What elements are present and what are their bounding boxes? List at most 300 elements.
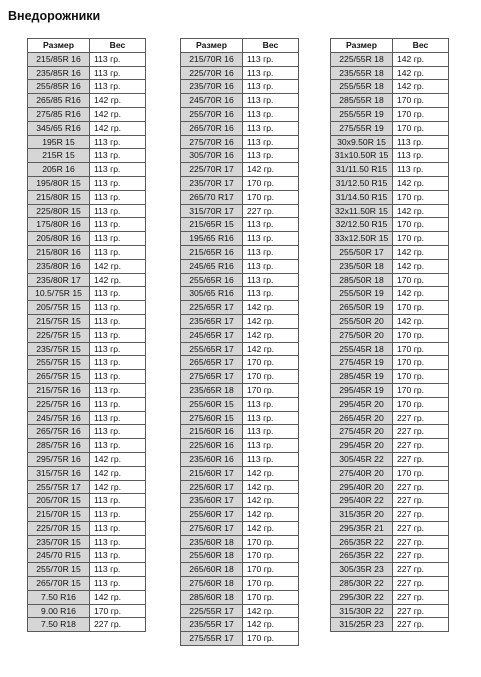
table-row [181, 245, 299, 259]
weight-cell: 113 гр. [90, 439, 146, 453]
tire-size-cell: 235/65R 18 [181, 383, 243, 397]
tire-size-cell: 205/70R 15 [28, 494, 90, 508]
table-row [331, 259, 449, 273]
weight-cell: 170 гр. [393, 218, 449, 232]
tire-size-cell: 255/75R 17 [28, 480, 90, 494]
tire-size-cell: 315/75R 16 [28, 466, 90, 480]
tire-size-cell: 265/50R 19 [331, 301, 393, 315]
tire-size-cell: 285/75R 16 [28, 439, 90, 453]
weight-cell: 113 гр. [90, 163, 146, 177]
tire-size-cell: 31/14.50 R15 [331, 190, 393, 204]
weight-cell: 170 гр. [393, 107, 449, 121]
weight-cell: 170 гр. [393, 94, 449, 108]
weight-cell: 142 гр. [243, 494, 299, 508]
weight-cell: 113 гр. [90, 411, 146, 425]
tire-size-cell: 225/75R 16 [28, 397, 90, 411]
weight-cell: 142 гр. [90, 273, 146, 287]
weight-cell: 113 гр. [243, 149, 299, 163]
weight-cell: 170 гр. [243, 370, 299, 384]
weight-cell: 113 гр. [243, 218, 299, 232]
tire-size-cell: 275/40R 20 [331, 466, 393, 480]
tire-size-cell: 265/70 R17 [181, 190, 243, 204]
weight-cell: 113 гр. [90, 301, 146, 315]
tire-table-3 [330, 38, 449, 632]
weight-cell: 170 гр. [393, 301, 449, 315]
weight-cell: 142 гр. [90, 107, 146, 121]
weight-cell: 142 гр. [90, 466, 146, 480]
table-row [28, 328, 146, 342]
weight-cell: 113 гр. [90, 80, 146, 94]
weight-cell: 227 гр. [393, 590, 449, 604]
tire-size-cell: 265/35R 22 [331, 535, 393, 549]
weight-cell: 142 гр. [243, 342, 299, 356]
tire-size-cell: 215/65R 15 [181, 218, 243, 232]
tire-size-cell: 255/60R 15 [181, 397, 243, 411]
weight-cell: 142 гр. [243, 521, 299, 535]
table-row [331, 521, 449, 535]
weight-cell: 170 гр. [393, 356, 449, 370]
tire-size-cell: 295/45R 20 [331, 439, 393, 453]
weight-cell: 113 гр. [90, 287, 146, 301]
weight-cell: 227 гр. [393, 480, 449, 494]
table-row [331, 204, 449, 218]
tire-size-cell: 255/70R 15 [28, 563, 90, 577]
weight-cell: 227 гр. [393, 549, 449, 563]
table-row [331, 232, 449, 246]
tire-size-cell: 235/70R 16 [181, 80, 243, 94]
tire-size-cell: 295/35R 21 [331, 521, 393, 535]
table-row [28, 521, 146, 535]
tire-size-cell: 305/65 R16 [181, 287, 243, 301]
table-row [181, 80, 299, 94]
weight-cell: 142 гр. [393, 287, 449, 301]
weight-cell: 113 гр. [90, 383, 146, 397]
weight-cell: 113 гр. [90, 176, 146, 190]
table-row [28, 218, 146, 232]
tire-size-cell: 265/75R 16 [28, 425, 90, 439]
table-row [28, 397, 146, 411]
table-row [181, 176, 299, 190]
weight-cell: 170 гр. [243, 190, 299, 204]
tire-size-cell: 255/65R 16 [181, 273, 243, 287]
table-row [28, 176, 146, 190]
tire-size-cell: 235/50R 18 [331, 259, 393, 273]
weight-cell: 142 гр. [243, 508, 299, 522]
tire-size-cell: 315/25R 23 [331, 618, 393, 632]
weight-cell: 113 гр. [243, 287, 299, 301]
table-row [28, 342, 146, 356]
tire-size-cell: 255/70R 16 [181, 107, 243, 121]
weight-cell: 113 гр. [90, 190, 146, 204]
weight-cell: 227 гр. [393, 604, 449, 618]
weight-cell: 113 гр. [90, 397, 146, 411]
weight-cell: 113 гр. [243, 94, 299, 108]
weight-cell: 113 гр. [90, 245, 146, 259]
table-row [181, 190, 299, 204]
table-row [28, 190, 146, 204]
weight-cell: 142 гр. [243, 618, 299, 632]
table-row [181, 149, 299, 163]
weight-cell: 170 гр. [90, 604, 146, 618]
tire-size-cell: 235/70R 15 [28, 535, 90, 549]
table-row [331, 314, 449, 328]
table-row [331, 190, 449, 204]
tire-size-cell: 235/60R 18 [181, 535, 243, 549]
table-row [28, 107, 146, 121]
table-row [181, 618, 299, 632]
weight-cell: 142 гр. [393, 204, 449, 218]
table-row [331, 590, 449, 604]
tire-size-cell: 32x11.50R 15 [331, 204, 393, 218]
table-row [181, 590, 299, 604]
weight-cell: 113 гр. [243, 245, 299, 259]
table-row [28, 535, 146, 549]
table-row [331, 383, 449, 397]
weight-cell: 142 гр. [393, 52, 449, 66]
weight-cell: 170 гр. [393, 190, 449, 204]
table-row [181, 425, 299, 439]
tire-size-cell: 275/70R 16 [181, 135, 243, 149]
weight-cell: 113 гр. [90, 52, 146, 66]
tire-size-cell: 235/85R 16 [28, 66, 90, 80]
weight-cell: 113 гр. [90, 66, 146, 80]
table-row [331, 549, 449, 563]
table-row [28, 590, 146, 604]
table-row [181, 52, 299, 66]
tire-size-cell: 245/70 R15 [28, 549, 90, 563]
table-row [331, 176, 449, 190]
table-row [28, 66, 146, 80]
weight-cell: 142 гр. [243, 301, 299, 315]
tire-size-cell: 235/55R 17 [181, 618, 243, 632]
table-row [331, 218, 449, 232]
tire-size-cell: 305/35R 23 [331, 563, 393, 577]
weight-cell: 113 гр. [243, 411, 299, 425]
weight-cell: 113 гр. [90, 425, 146, 439]
table-row [331, 163, 449, 177]
tire-size-cell: 255/85R 16 [28, 80, 90, 94]
weight-cell: 227 гр. [393, 508, 449, 522]
weight-cell: 170 гр. [243, 632, 299, 646]
weight-cell: 142 гр. [393, 176, 449, 190]
weight-cell: 113 гр. [90, 232, 146, 246]
header-row [28, 39, 146, 53]
table-row [28, 301, 146, 315]
weight-cell: 142 гр. [393, 66, 449, 80]
table-row [28, 149, 146, 163]
table-row [181, 287, 299, 301]
header-row [181, 39, 299, 53]
table-row [331, 342, 449, 356]
table-row [331, 425, 449, 439]
tire-size-cell: 265/35R 22 [331, 549, 393, 563]
table-row [331, 356, 449, 370]
table-row [331, 135, 449, 149]
table-row [28, 577, 146, 591]
weight-cell: 142 гр. [393, 314, 449, 328]
table-row [331, 301, 449, 315]
weight-cell: 142 гр. [243, 314, 299, 328]
weight-cell: 113 гр. [243, 121, 299, 135]
tire-size-cell: 215/60R 16 [181, 425, 243, 439]
header-row [331, 39, 449, 53]
tire-size-cell: 245/75R 16 [28, 411, 90, 425]
tire-size-cell: 33x12.50R 15 [331, 232, 393, 246]
tire-size-cell: 255/55R 19 [331, 107, 393, 121]
weight-cell: 227 гр. [393, 521, 449, 535]
tire-size-cell: 295/40R 22 [331, 494, 393, 508]
weight-cell: 113 гр. [90, 328, 146, 342]
table-row [181, 604, 299, 618]
weight-cell: 170 гр. [243, 383, 299, 397]
table-row [28, 618, 146, 632]
table-row [181, 563, 299, 577]
tire-size-cell: 215R 15 [28, 149, 90, 163]
weight-cell: 113 гр. [90, 494, 146, 508]
table-row [181, 494, 299, 508]
tire-size-cell: 255/50R 20 [331, 314, 393, 328]
weight-cell: 170 гр. [393, 121, 449, 135]
weight-cell: 170 гр. [243, 577, 299, 591]
table-row [28, 508, 146, 522]
weight-cell: 113 гр. [90, 535, 146, 549]
weight-cell: 113 гр. [90, 577, 146, 591]
tire-size-cell: 215/70R 16 [181, 52, 243, 66]
tire-table-1 [27, 38, 146, 632]
table-row [331, 245, 449, 259]
table-row [28, 494, 146, 508]
weight-cell: 113 гр. [90, 508, 146, 522]
weight-cell: 142 гр. [243, 604, 299, 618]
table-body [331, 52, 449, 631]
table-row [331, 494, 449, 508]
weight-cell: 227 гр. [393, 577, 449, 591]
tire-size-cell: 305/70R 16 [181, 149, 243, 163]
tire-size-cell: 255/75R 15 [28, 356, 90, 370]
table-row [331, 149, 449, 163]
table-row [331, 439, 449, 453]
weight-cell: 113 гр. [90, 563, 146, 577]
tire-size-cell: 245/70R 16 [181, 94, 243, 108]
table-row [331, 328, 449, 342]
weight-cell: 227 гр. [393, 425, 449, 439]
tire-size-cell: 225/70R 17 [181, 163, 243, 177]
table-row [28, 425, 146, 439]
tire-size-cell: 225/60R 17 [181, 480, 243, 494]
tire-size-cell: 255/45R 18 [331, 342, 393, 356]
tire-size-cell: 205R 16 [28, 163, 90, 177]
table-row [331, 287, 449, 301]
table-row [181, 411, 299, 425]
table-row [331, 535, 449, 549]
table-row [181, 508, 299, 522]
weight-cell: 142 гр. [243, 328, 299, 342]
table-row [181, 342, 299, 356]
tire-size-cell: 295/40R 20 [331, 480, 393, 494]
tire-size-cell: 285/55R 18 [331, 94, 393, 108]
weight-cell: 113 гр. [90, 218, 146, 232]
weight-cell: 142 гр. [393, 80, 449, 94]
tire-size-cell: 175/80R 16 [28, 218, 90, 232]
table-row [28, 563, 146, 577]
tire-size-cell: 215/60R 17 [181, 466, 243, 480]
table-row [331, 397, 449, 411]
table-row [28, 370, 146, 384]
table-row [331, 107, 449, 121]
tire-size-cell: 235/80R 16 [28, 259, 90, 273]
weight-cell: 170 гр. [243, 356, 299, 370]
weight-cell: 113 гр. [243, 259, 299, 273]
tire-size-cell: 215/80R 15 [28, 190, 90, 204]
weight-cell: 142 гр. [90, 590, 146, 604]
weight-cell: 113 гр. [90, 370, 146, 384]
tire-size-cell: 215/80R 16 [28, 245, 90, 259]
tire-size-cell: 235/60R 16 [181, 452, 243, 466]
weight-cell: 170 гр. [243, 590, 299, 604]
table-row [181, 273, 299, 287]
tire-size-cell: 235/70R 17 [181, 176, 243, 190]
weight-cell: 227 гр. [393, 452, 449, 466]
weight-cell: 113 гр. [90, 314, 146, 328]
tire-size-cell: 215/65R 16 [181, 245, 243, 259]
table-row [28, 245, 146, 259]
weight-cell: 142 гр. [90, 480, 146, 494]
weight-cell: 113 гр. [243, 397, 299, 411]
weight-cell: 170 гр. [393, 383, 449, 397]
weight-cell: 227 гр. [393, 535, 449, 549]
table-row [331, 466, 449, 480]
table-row [28, 94, 146, 108]
table-row [28, 314, 146, 328]
weight-cell: 142 гр. [90, 121, 146, 135]
tire-size-cell: 235/75R 15 [28, 342, 90, 356]
weight-cell: 142 гр. [243, 163, 299, 177]
tire-size-cell: 215/85R 16 [28, 52, 90, 66]
table-row [331, 121, 449, 135]
tire-size-cell: 225/75R 15 [28, 328, 90, 342]
table-row [331, 563, 449, 577]
tire-size-cell: 205/80R 16 [28, 232, 90, 246]
tire-size-cell: 295/30R 22 [331, 590, 393, 604]
tire-size-cell: 315/70R 17 [181, 204, 243, 218]
tire-size-cell: 7.50 R18 [28, 618, 90, 632]
tire-size-cell: 225/55R 18 [331, 52, 393, 66]
weight-cell: 113 гр. [243, 135, 299, 149]
tire-size-cell: 245/65 R16 [181, 259, 243, 273]
weight-cell: 113 гр. [243, 452, 299, 466]
table-row [28, 135, 146, 149]
table-row [331, 80, 449, 94]
table-row [28, 287, 146, 301]
tire-size-cell: 275/65R 17 [181, 370, 243, 384]
table-row [181, 356, 299, 370]
tire-size-cell: 345/65 R16 [28, 121, 90, 135]
table-row [28, 232, 146, 246]
tire-size-cell: 255/65R 17 [181, 342, 243, 356]
table-row [28, 204, 146, 218]
tire-size-cell: 245/65R 17 [181, 328, 243, 342]
header-size: Размер [28, 39, 90, 53]
weight-cell: 113 гр. [243, 273, 299, 287]
weight-cell: 142 гр. [393, 259, 449, 273]
weight-cell: 227 гр. [393, 494, 449, 508]
table-row [181, 328, 299, 342]
tire-size-cell: 285/30R 22 [331, 577, 393, 591]
tire-size-cell: 225/60R 16 [181, 439, 243, 453]
weight-cell: 170 гр. [393, 397, 449, 411]
tire-size-cell: 265/45R 20 [331, 411, 393, 425]
tire-size-cell: 295/45R 19 [331, 383, 393, 397]
weight-cell: 113 гр. [243, 66, 299, 80]
tire-size-cell: 315/35R 20 [331, 508, 393, 522]
tire-size-cell: 265/75R 15 [28, 370, 90, 384]
table-row [28, 604, 146, 618]
weight-cell: 227 гр. [393, 439, 449, 453]
table-row [181, 452, 299, 466]
tire-size-cell: 30x9.50R 15 [331, 135, 393, 149]
tire-size-cell: 285/45R 19 [331, 370, 393, 384]
table-row [181, 577, 299, 591]
table-row [28, 273, 146, 287]
tire-size-cell: 305/45R 22 [331, 452, 393, 466]
tire-size-cell: 255/55R 18 [331, 80, 393, 94]
weight-cell: 227 гр. [90, 618, 146, 632]
weight-cell: 227 гр. [393, 563, 449, 577]
table-row [181, 466, 299, 480]
weight-cell: 113 гр. [243, 52, 299, 66]
table-row [181, 232, 299, 246]
weight-cell: 170 гр. [243, 535, 299, 549]
tire-size-cell: 275/60R 15 [181, 411, 243, 425]
table-row [28, 466, 146, 480]
table-row [331, 52, 449, 66]
tire-size-cell: 275/85 R16 [28, 107, 90, 121]
table-row [331, 618, 449, 632]
weight-cell: 113 гр. [90, 521, 146, 535]
table-row [331, 452, 449, 466]
tire-size-cell: 275/60R 17 [181, 521, 243, 535]
tire-size-cell: 255/50R 19 [331, 287, 393, 301]
tire-size-cell: 275/45R 20 [331, 425, 393, 439]
table-row [331, 370, 449, 384]
weight-cell: 113 гр. [90, 135, 146, 149]
table-row [28, 121, 146, 135]
weight-cell: 227 гр. [243, 204, 299, 218]
tire-size-cell: 9.00 R16 [28, 604, 90, 618]
tire-size-cell: 225/70R 16 [181, 66, 243, 80]
table-row [331, 604, 449, 618]
header-weight: Вес [90, 39, 146, 53]
tire-size-cell: 275/55R 17 [181, 632, 243, 646]
tire-table-2 [180, 38, 299, 646]
table-row [28, 480, 146, 494]
tire-size-cell: 225/55R 17 [181, 604, 243, 618]
tire-size-cell: 265/70R 16 [181, 121, 243, 135]
tire-size-cell: 235/80R 17 [28, 273, 90, 287]
table-row [181, 397, 299, 411]
tire-size-cell: 295/45R 20 [331, 397, 393, 411]
tire-size-cell: 255/50R 17 [331, 245, 393, 259]
weight-cell: 170 гр. [243, 549, 299, 563]
table-row [181, 204, 299, 218]
weight-cell: 113 гр. [243, 80, 299, 94]
header-weight: Вес [393, 39, 449, 53]
tire-size-cell: 225/70R 15 [28, 521, 90, 535]
weight-cell: 113 гр. [90, 356, 146, 370]
weight-cell: 227 гр. [393, 411, 449, 425]
weight-cell: 113 гр. [243, 232, 299, 246]
table-row [331, 411, 449, 425]
